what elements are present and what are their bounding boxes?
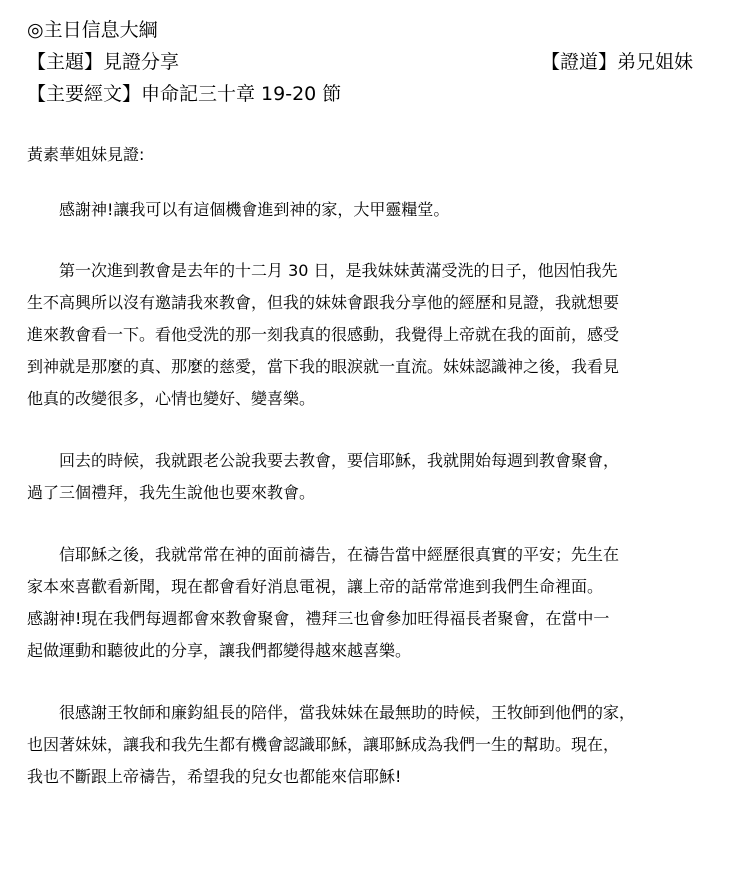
testimony-paragraph-1: [27, 194, 727, 226]
paragraph-line: 起做運動和聽彼此的分享，讓我們都變得越來越喜樂。: [27, 641, 412, 660]
testimony-paragraph-2: [27, 255, 727, 415]
paragraph-line: 很感謝王牧師和廉鈞組長的陪伴，當我妹妹在最無助的時候，王牧師到他們的家，: [59, 703, 636, 722]
paragraph-line: 到神就是那麼的真、那麼的慈愛，當下我的眼淚就一直流。妹妹認識神之後，我看見: [27, 357, 620, 376]
theme-label: 【主題】見證分享: [27, 51, 180, 73]
paragraph-line: 感謝神!現在我們每週都會來教會聚會，禮拜三也會參加旺得福長者聚會，在當中一: [27, 609, 610, 628]
paragraph-line: 我也不斷跟上帝禱告，希望我的兒女也都能來信耶穌!: [27, 767, 402, 786]
testimony-speaker: 黃素華姐妹見證:: [27, 145, 145, 164]
paragraph-line: 回去的時候，我就跟老公說我要去教會，要信耶穌，我就開始每週到教會聚會，: [59, 451, 620, 470]
paragraph-line: 感謝神!讓我可以有這個機會進到神的家，大甲靈糧堂。: [59, 200, 450, 219]
paragraph-line: 第一次進到教會是去年的十二月 30 日，是我妹妹黃滿受洗的日子，他因怕我先: [59, 261, 618, 280]
sermon-outline-page: [27, 0, 727, 793]
paragraph-line: 進來教會看一下。看他受洗的那一刻我真的很感動，我覺得上帝就在我的面前，感受: [27, 325, 620, 344]
scripture-label: 【主要經文】申命記三十章 19-20 節: [27, 83, 342, 105]
paragraph-line: 他真的改變很多，心情也變好、變喜樂。: [27, 389, 316, 408]
outline-title: ◎主日信息大綱: [27, 19, 158, 41]
speaker-label: 【證道】弟兄姐妹: [540, 51, 693, 73]
testimony-paragraph-5: [27, 697, 727, 793]
paragraph-line: 生不高興所以沒有邀請我來教會，但我的妹妹會跟我分享他的經歷和見證，我就想要: [27, 293, 620, 312]
testimony-paragraph-3: [27, 445, 727, 509]
theme-row: [27, 46, 693, 78]
paragraph-line: 家本來喜歡看新聞，現在都會看好消息電視，讓上帝的話常常進到我們生命裡面。: [27, 577, 604, 596]
testimony-paragraph-4: [27, 539, 727, 667]
paragraph-line: 信耶穌之後，我就常常在神的面前禱告，在禱告當中經歷很真實的平安；先生在: [59, 545, 620, 564]
paragraph-line: 過了三個禮拜，我先生說他也要來教會。: [27, 483, 316, 502]
paragraph-line: 也因著妹妹，讓我和我先生都有機會認識耶穌，讓耶穌成為我們一生的幫助。現在，: [27, 735, 620, 754]
